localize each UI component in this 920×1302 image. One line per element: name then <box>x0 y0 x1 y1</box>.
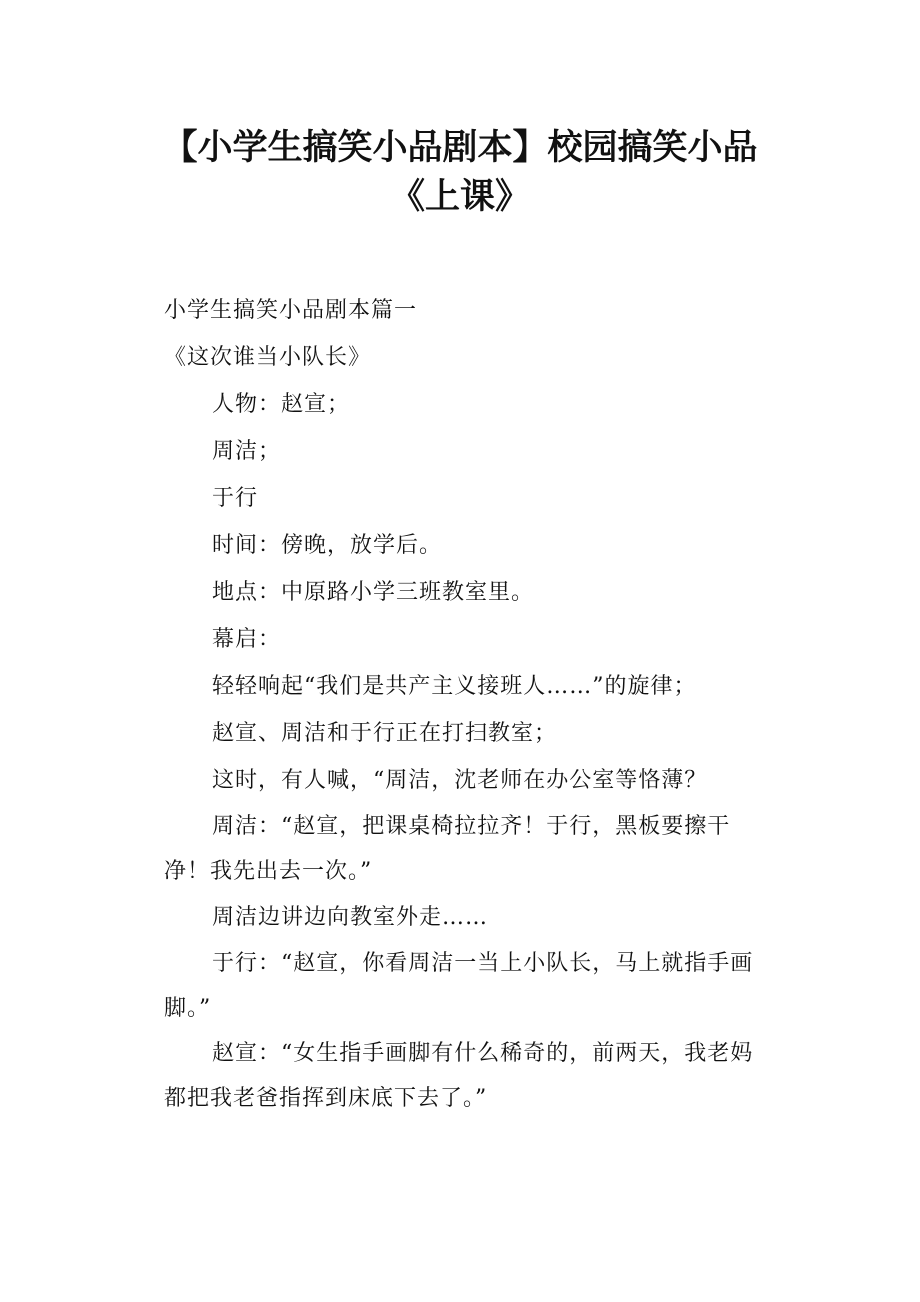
paragraph-cleaning: 赵宣、周洁和于行正在打扫教室； <box>212 721 558 746</box>
paragraph-dialogue-zhoujie: 周洁：“赵宣，把课桌椅拉拉齐！于行，黑板要擦干净！我先出去一次。” <box>164 814 731 884</box>
paragraph-curtain: 幕启： <box>212 627 282 652</box>
paragraph-characters: 人物：赵宣； <box>212 392 351 417</box>
paragraph-dialogue-zhaoxuan: 赵宣：“女生指手画脚有什么稀奇的，前两天，我老妈都把我老爸指挥到床底下去了。” <box>164 1041 754 1111</box>
paragraph-place: 地点：中原路小学三班教室里。 <box>212 580 535 605</box>
section-heading: 小学生搞笑小品剧本篇一 <box>164 298 418 323</box>
paragraph-dialogue-yuxing: 于行：“赵宣，你看周洁一当上小队长，马上就指手画脚。” <box>164 951 754 1021</box>
skit-title: 《这次谁当小队长》 <box>164 345 372 370</box>
paragraph-stage-direction: 周洁边讲边向教室外走…… <box>212 905 489 930</box>
document-body <box>164 287 769 1121</box>
paragraph-character-2: 周洁； <box>212 439 282 464</box>
paragraph-character-3: 于行 <box>212 486 259 511</box>
document-title-line2: 《上课》 <box>389 177 530 217</box>
paragraph-time: 时间：傍晚，放学后。 <box>212 533 443 558</box>
paragraph-music: 轻轻响起“我们是共产主义接班人……”的旋律； <box>212 674 697 699</box>
document-title-line1: 【小学生搞笑小品剧本】校园搞笑小品 <box>162 128 758 168</box>
paragraph-call: 这时，有人喊，“周洁，沈老师在办公室等恪薄？ <box>212 768 708 793</box>
